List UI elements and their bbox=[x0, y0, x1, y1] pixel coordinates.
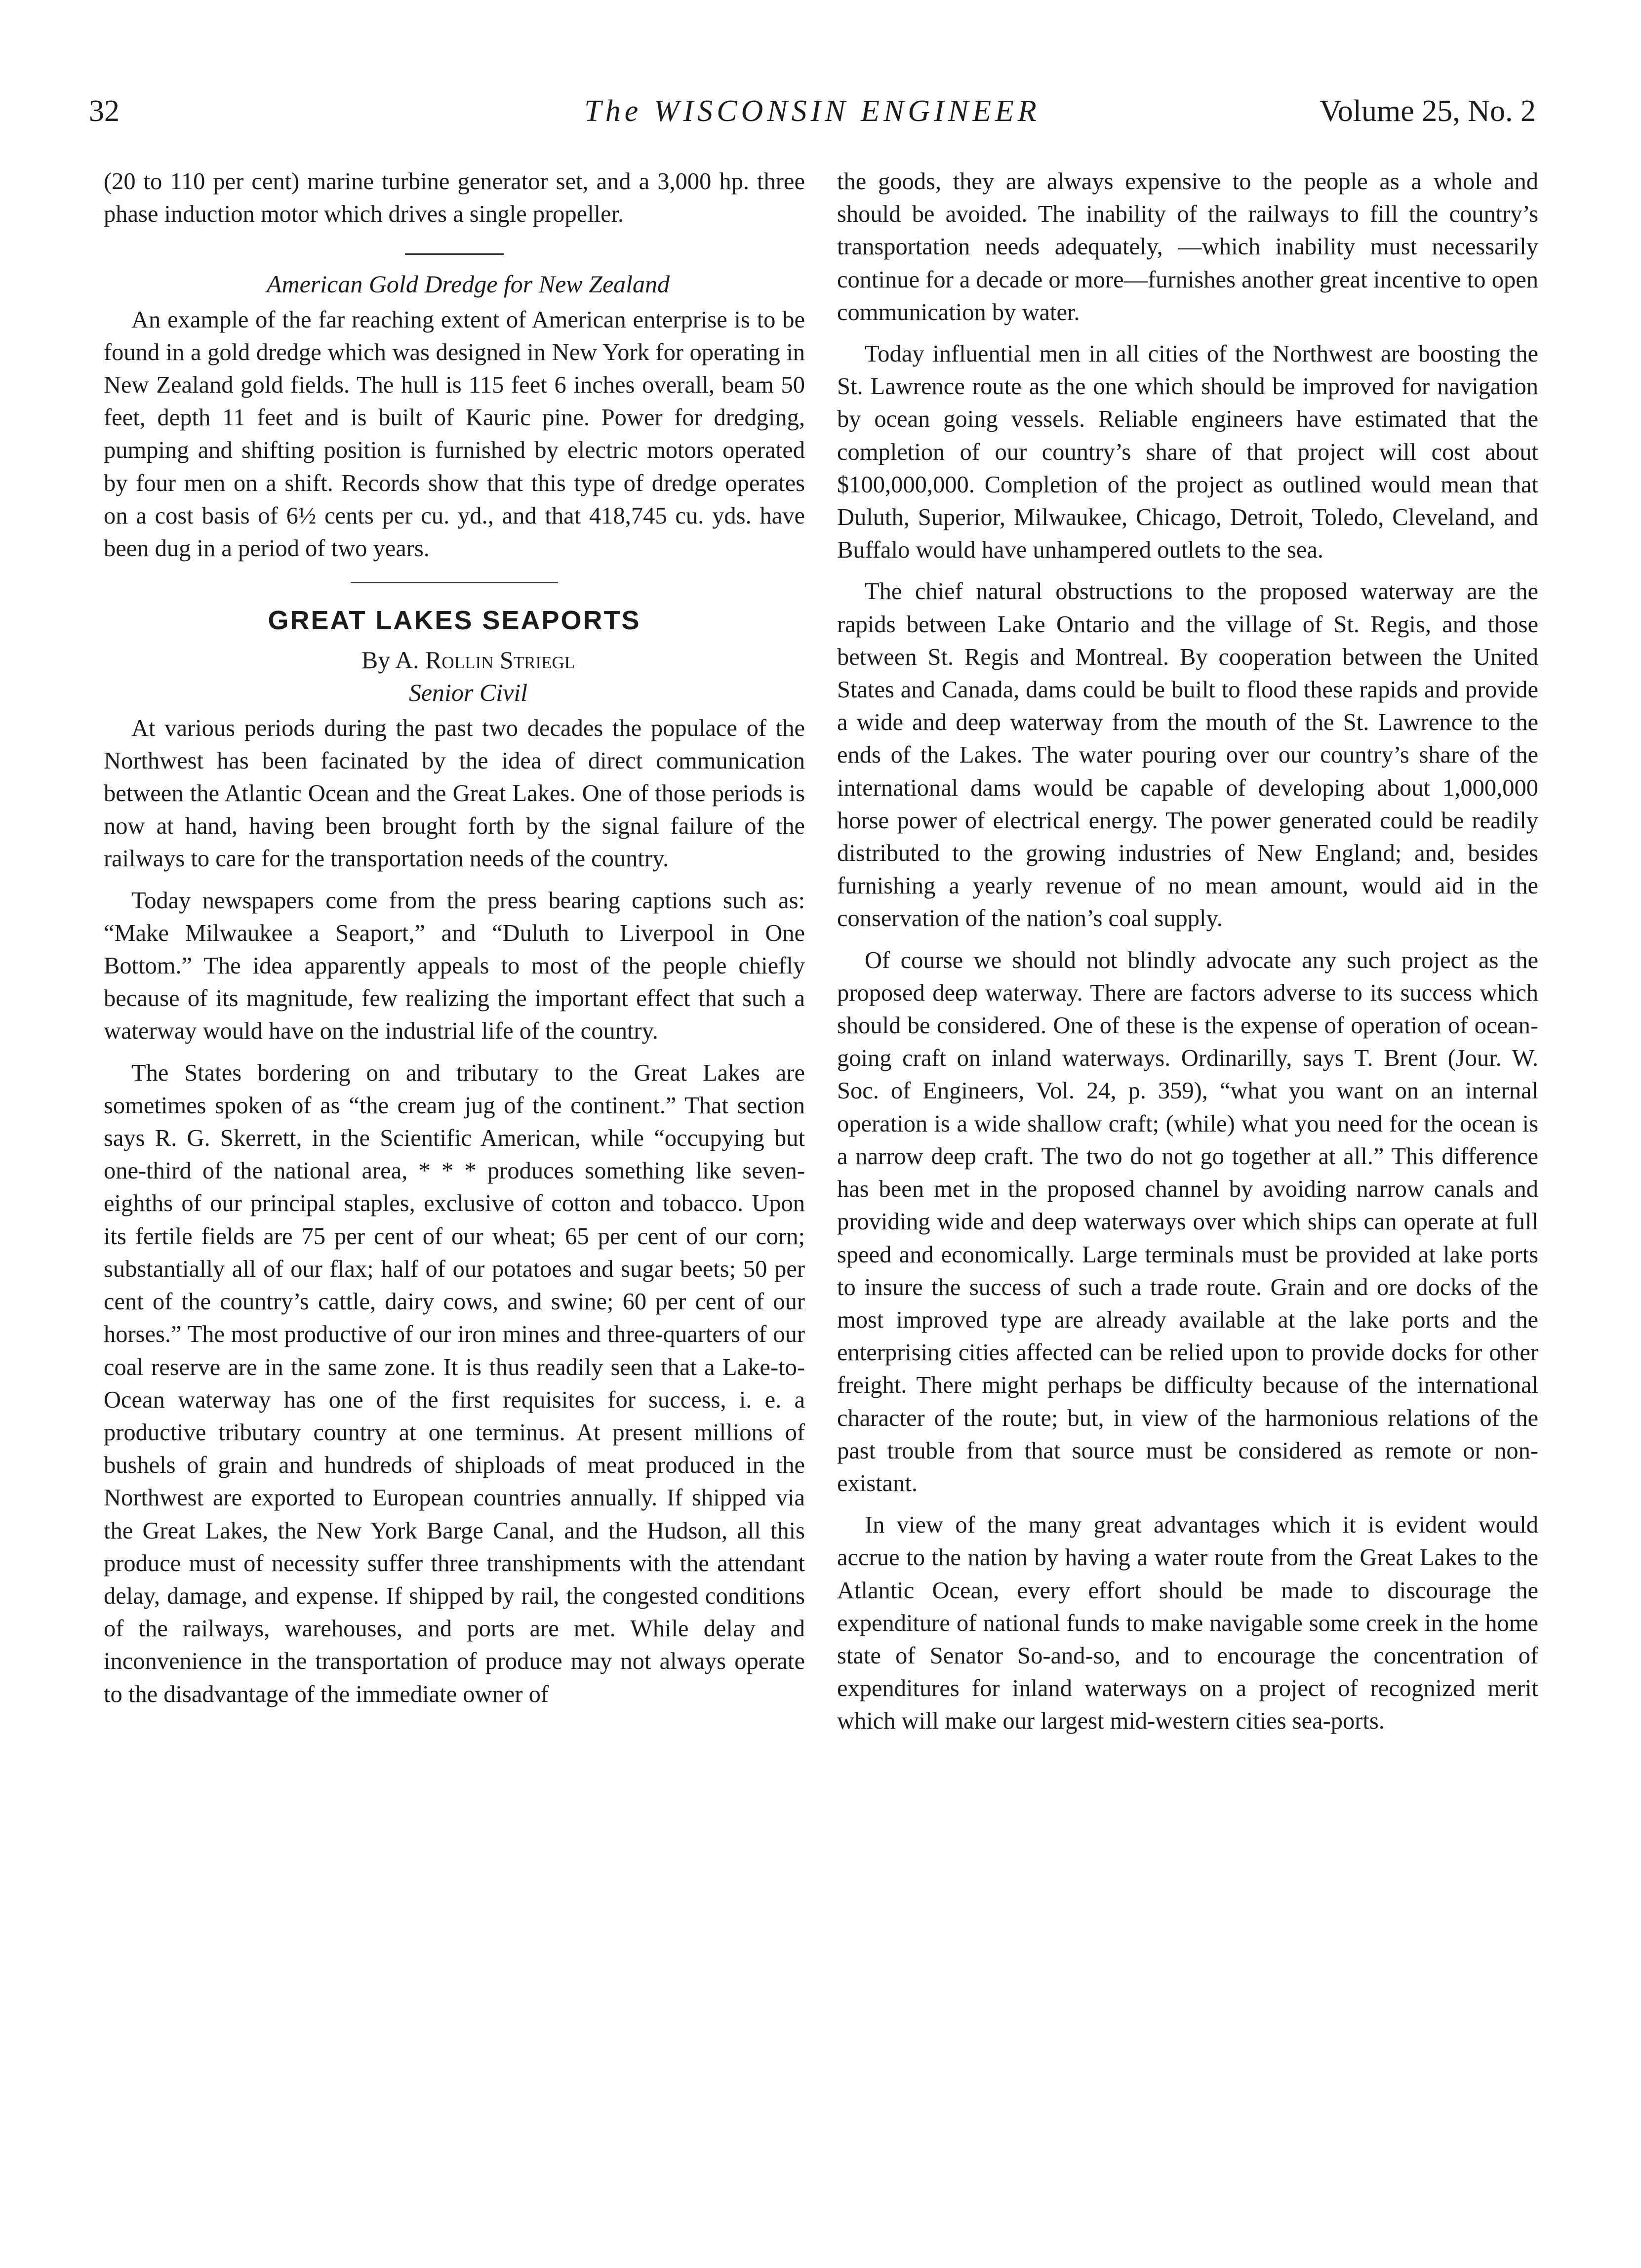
section-divider bbox=[405, 253, 504, 255]
article-paragraph: Today influential men in all cities of the Northwest are boosting the St. Lawrence route as the one which should be improved for navigation by ocean going vessels. Reliable engineers have estimated that the completion of our country’s share of that project will cost about $100,000,000. Completion of the project as outlined would mean that Duluth, Superior, Milwaukee, Chicago, Detroit, Toledo, Cleveland, and Buffalo would have unhampered outlets to the sea. bbox=[837, 341, 1538, 564]
article-paragraph: Of course we should not blindly advocate any such project as the proposed deep waterway. There are factors adverse to its success which should be considered. One of these is the expense of operation of ocean-going craft on inland waterways. Ordinarilly, says T. Brent (Jour. W. Soc. of Engineers, Vol. 24, p. 359), “what you want on an internal operation is a wide shallow craft; (while) what you need for the ocean is a narrow deep craft. The two do not go together at all.” This difference has been met in the proposed channel by avoiding narrow canals and providing wide and deep waterways over which ships can operate at full speed and economically. Large terminals must be provided at lake ports to insure the success of such a trade route. Grain and ore docks of the most improved type are already available at the lake ports and the enterprising cities affected can be relied upon to provide docks for other freight. There might perhaps be difficulty because of the international character of the route; but, in view of the harmonious relations of the past trouble from that source must be considered as remote or non-existant. bbox=[837, 947, 1538, 1497]
article-divider bbox=[351, 582, 558, 583]
article-paragraph: The chief natural obstructions to the proposed waterway are the rapids between Lake Ontario and the village of St. Regis, and those between St. Regis and Montreal. By cooperation between the United States and Canada, dams could be built to flood these rapids and provide a wide and deep waterway from the mouth of the St. Lawrence to the ends of the Lakes. The water pouring over our country’s share of the international dams would be capable of developing about 1,000,000 horse power of electrical energy. The power generated could be readily distributed to the growing industries of New England; and, besides furnishing a yearly revenue of no mean amount, would aid in the conservation of the nation’s coal supply. bbox=[837, 578, 1538, 932]
volume-issue: Volume 25, No. 2 bbox=[1319, 94, 1536, 128]
byline bbox=[104, 644, 805, 676]
author-role: Senior Civil bbox=[408, 679, 528, 707]
article-paragraph: The States bordering on and tributary to the Great Lakes are sometimes spoken of as “the cream jug of the continent.” That section says R. G. Skerrett, in the Scientific American, while “occupying but one-third of the national area, * * * produces something like seven-eighths of our principal staples, exclusive of cotton and tobacco. Upon its fertile fields are 75 per cent of our wheat; 65 per cent of our corn; substantially all of our flax; half of our potatoes and sugar beets; 50 per cent of the country’s cattle, dairy cows, and swine; 60 per cent of our horses.” The most productive of our iron mines and three-quarters of our coal reserve are in the same zone. It is thus readily seen that a Lake-to-Ocean waterway has one of the first requisites for success, i. e. a productive tributary country at one terminus. At present millions of bushels of grain and hundreds of shiploads of meat produced in the Northwest are exported to European countries annually. If shipped via the Great Lakes, the New York Barge Canal, and the Hudson, all this produce must of necessity suffer three transhipments with the attendant delay, damage, and expense. If shipped by rail, the congested conditions of the railways, warehouses, and ports are met. While delay and inconvenience in the transportation of produce may not always operate to the disadvantage of the immediate owner of bbox=[104, 1059, 805, 1707]
page-number: 32 bbox=[89, 94, 120, 128]
page-header bbox=[89, 94, 1536, 133]
article-paragraph-continuation: the goods, they are always expensive to the people as a whole and should be avoided. The inability of the railways to fill the country’s transportation needs adequately, —which inability must necessarily continue for a decade or more—furnishes another great incentive to open communication by water. bbox=[837, 168, 1538, 325]
article-paragraph: Today newspapers come from the press bearing captions such as: “Make Milwaukee a Seaport,” and “Duluth to Liverpool in One Bottom.” The idea apparently appeals to most of the people chiefly because of its magnitude, few realizing the important effect that such a waterway would have on the industrial life of the country. bbox=[104, 887, 805, 1045]
author-name: Rollin Striegl bbox=[425, 646, 575, 674]
article-paragraph: In view of the many great advantages which it is evident would accrue to the nation by having a water route from the Great Lakes to the Atlantic Ocean, every effort should be made to discourage the expenditure of national funds to make navigable some creek in the home state of Senator So-and-so, and to encourage the concentration of expenditures for inland waterways on a project of recognized merit which will make our largest mid-western cities sea-ports. bbox=[837, 1512, 1538, 1735]
article-paragraph: At various periods during the past two decades the populace of the Northwest has been facinated by the idea of direct communication between the Atlantic Ocean and the Great Lakes. One of those periods is now at hand, having been brought forth by the signal failure of the railways to care for the transportation needs of the country. bbox=[104, 715, 805, 872]
left-column bbox=[104, 165, 805, 1711]
dredge-heading: American Gold Dredge for New Zealand bbox=[266, 270, 670, 298]
previous-article-continuation: (20 to 110 per cent) marine turbine generator set, and a 3,000 hp. three phase induction motor which drives a single propeller. bbox=[104, 168, 805, 228]
byline-prefix: By A. bbox=[361, 646, 419, 674]
journal-title: The WISCONSIN ENGINEER bbox=[584, 94, 1041, 128]
article-title: GREAT LAKES SEAPORTS bbox=[268, 606, 641, 636]
right-column bbox=[837, 165, 1538, 1738]
dredge-paragraph: An example of the far reaching extent of American enterprise is to be found in a gold dredge which was designed in New York for operating in New Zealand gold fields. The hull is 115 feet 6 inches overall, beam 50 feet, depth 11 feet and is built of Kauric pine. Power for dredging, pumping and shifting position is furnished by electric motors operated by four men on a shift. Records show that this type of dredge operates on a cost basis of 6½ cents per cu. yd., and that 418,745 cu. yds. have been dug in a period of two years. bbox=[104, 306, 805, 562]
